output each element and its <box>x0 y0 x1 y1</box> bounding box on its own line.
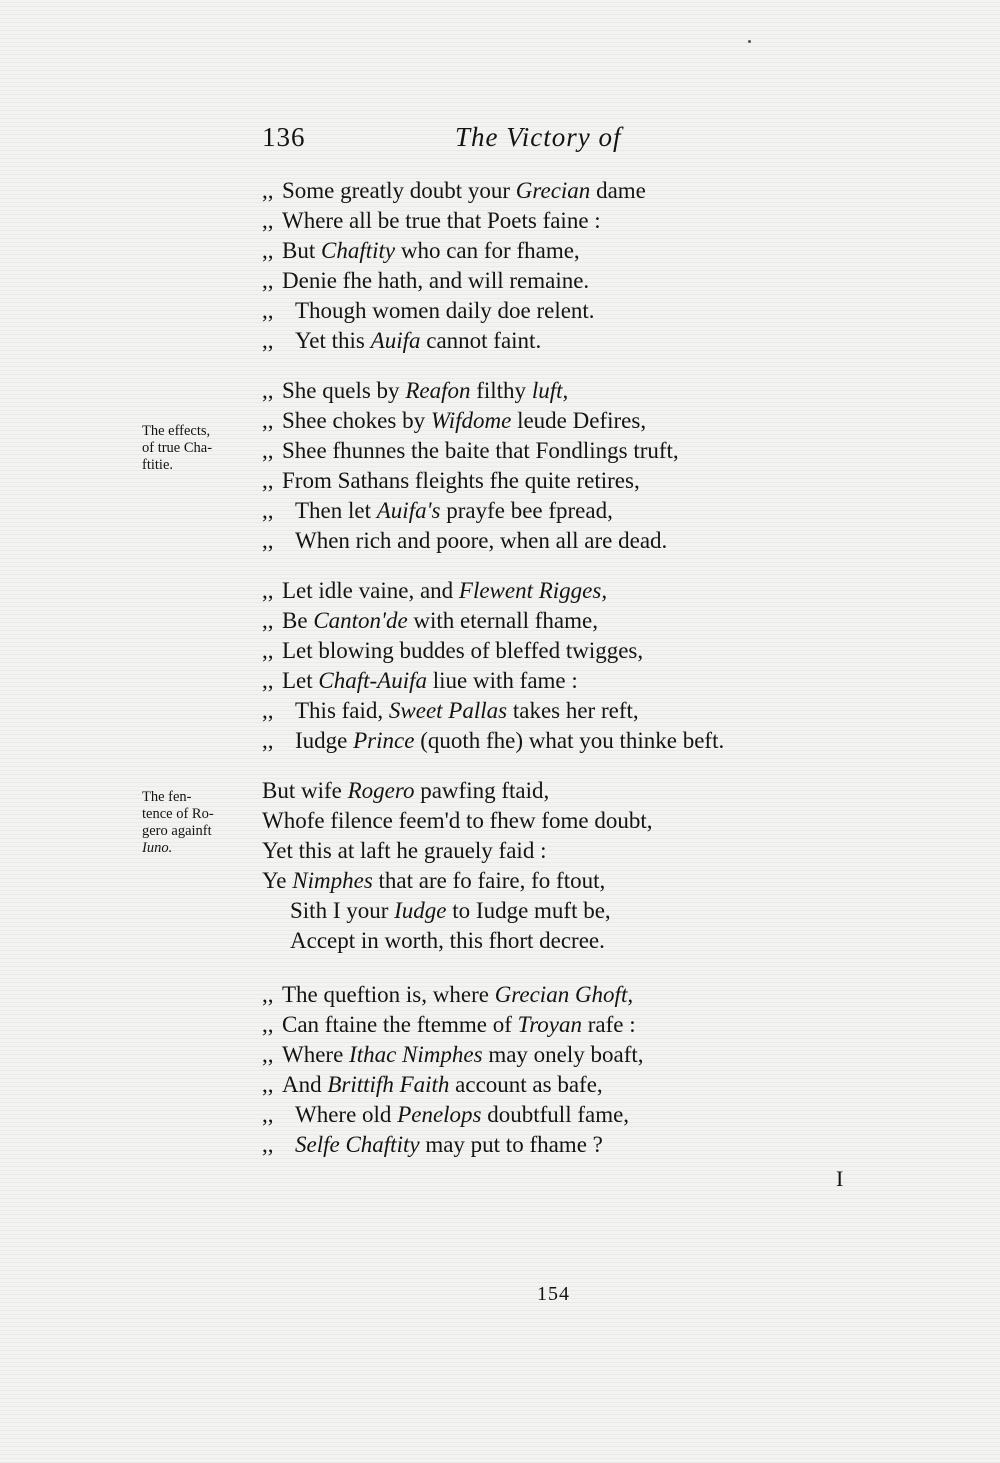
verse-line: ,, Let Chaft-Auifa liue with fame : <box>262 666 578 696</box>
verse-line: ,, Let blowing buddes of bleffed twigges, <box>262 636 643 666</box>
verse-line: ,, Some greatly doubt your Grecian dame <box>262 176 646 206</box>
verse-line: ,, Where old Penelops doubtfull fame, <box>262 1100 629 1130</box>
verse-line: ,, But Chaftity who can for fhame, <box>262 236 580 266</box>
verse-line: Sith I your Iudge to Iudge muft be, <box>290 898 611 923</box>
quote-mark: ,, <box>262 238 274 263</box>
verse-line: ,, Can ftaine the ftemme of Troyan rafe : <box>262 1010 636 1040</box>
quote-mark: ,, <box>262 578 274 603</box>
quote-mark: ,, <box>262 268 274 293</box>
quote-mark: ,, <box>262 1102 274 1127</box>
verse-line: ,, Though women daily doe relent. <box>262 296 595 326</box>
side-note-chastity: The effects, of true Cha- ftitie. <box>142 423 213 473</box>
verse-line: Ye Nimphes that are fo faire, fo ftout, <box>262 868 606 893</box>
verse-line: ,, Shee fhunnes the baite that Fondlings truft, <box>262 436 679 466</box>
quote-mark: ,, <box>262 498 274 523</box>
quote-mark: ,, <box>262 982 274 1007</box>
quote-mark: ,, <box>262 1132 274 1157</box>
verse-line: ,, Then let Auifa's prayfe bee fpread, <box>262 496 613 526</box>
verse-line: ,, Where Ithac Nimphes may onely boaft, <box>262 1040 644 1070</box>
running-title: The Victory of <box>455 122 622 152</box>
verse-line: ,, And Brittifh Faith account as bafe, <box>262 1070 603 1100</box>
verse-line: ,, Iudge Prince (quoth fhe) what you thinke beft. <box>262 726 724 756</box>
quote-mark: ,, <box>262 378 274 403</box>
verse-line: ,, The queftion is, where Grecian Ghoft, <box>262 980 633 1010</box>
folio-number: 154 <box>537 1283 570 1305</box>
verse-line: But wife Rogero pawfing ftaid, <box>262 778 550 803</box>
verse-line: ,, Selfe Chaftity may put to fhame ? <box>262 1130 603 1160</box>
quote-mark: ,, <box>262 638 274 663</box>
quote-mark: ,, <box>262 178 274 203</box>
page-number: 136 <box>262 122 306 152</box>
quote-mark: ,, <box>262 608 274 633</box>
quote-mark: ,, <box>262 298 274 323</box>
verse-line: ,, Let idle vaine, and Flewent Rigges, <box>262 576 607 606</box>
ink-speck <box>748 40 751 43</box>
side-note-sentence: The fen- tence of Ro- gero againft Iuno. <box>142 789 214 856</box>
verse-line: ,, From Sathans fleights fhe quite retires, <box>262 466 640 496</box>
quote-mark: ,, <box>262 1012 274 1037</box>
quote-mark: ,, <box>262 728 274 753</box>
quote-mark: ,, <box>262 1042 274 1067</box>
quote-mark: ,, <box>262 328 274 353</box>
quote-mark: ,, <box>262 438 274 463</box>
quote-mark: ,, <box>262 668 274 693</box>
verse-line: Accept in worth, this fhort decree. <box>290 928 605 953</box>
verse-line: ,, When rich and poore, when all are dead. <box>262 526 667 556</box>
page-header <box>262 122 682 162</box>
verse-line: Yet this at laft he grauely faid : <box>262 838 547 863</box>
quote-mark: ,, <box>262 698 274 723</box>
verse-line: ,, Shee chokes by Wifdome leude Defires, <box>262 406 646 436</box>
verse-line: ,, She quels by Reafon filthy luft, <box>262 376 568 406</box>
verse-line: Whofe filence feem'd to fhew fome doubt, <box>262 808 653 833</box>
quote-mark: ,, <box>262 528 274 553</box>
quote-mark: ,, <box>262 408 274 433</box>
quote-mark: ,, <box>262 468 274 493</box>
verse-line: ,, Where all be true that Poets faine : <box>262 206 601 236</box>
quote-mark: ,, <box>262 208 274 233</box>
quote-mark: ,, <box>262 1072 274 1097</box>
verse-line: ,, Yet this Auifa cannot faint. <box>262 326 541 356</box>
verse-line: ,, This faid, Sweet Pallas takes her reft, <box>262 696 639 726</box>
verse-line: ,, Be Canton'de with eternall fhame, <box>262 606 598 636</box>
catchword: I <box>836 1166 844 1191</box>
verse-line: ,, Denie fhe hath, and will remaine. <box>262 266 589 296</box>
